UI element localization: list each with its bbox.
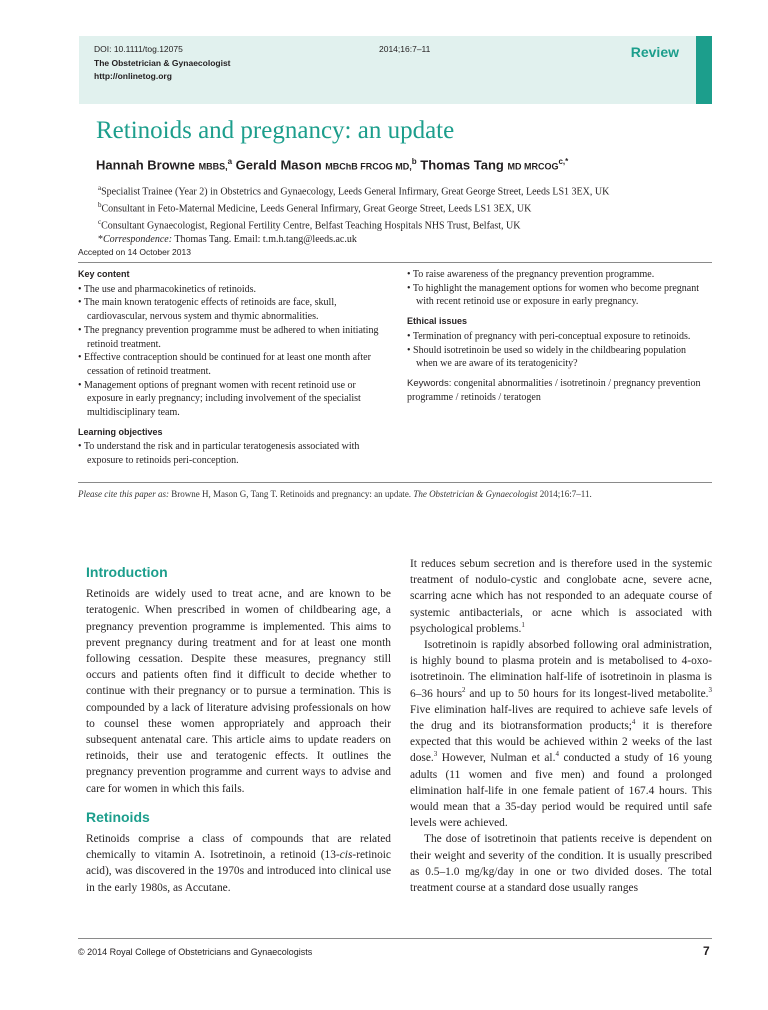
issue-text: 2014;16:7–11	[379, 44, 431, 54]
journal-name: The Obstetrician & Gynaecologist	[94, 58, 231, 68]
article-title: Retinoids and pregnancy: an update	[96, 117, 455, 144]
section-label: Review	[630, 44, 679, 60]
citation-journal: The Obstetrician & Gynaecologist	[413, 489, 538, 499]
ethical-issues-heading: Ethical issues	[407, 316, 468, 327]
keywords-label: Keywords:	[407, 377, 452, 389]
affiliations	[98, 182, 609, 247]
author-degree: MBChB FRCOG MD,	[325, 161, 412, 172]
list-item: • To highlight the management options for women who become pregnant with recent retinoid use or exposure in early pregnancy.	[407, 282, 699, 308]
affiliation-mark: a	[98, 184, 102, 192]
author-affiliation-mark: b	[411, 157, 417, 166]
citation-line	[78, 489, 592, 499]
affiliation-line	[98, 199, 609, 216]
divider	[78, 262, 712, 263]
copyright-notice: © 2014 Royal College of Obstetricians and Gynaecologists	[78, 947, 313, 957]
author-degree: MBBS,	[198, 161, 228, 172]
reference-mark[interactable]: 3	[433, 750, 438, 759]
footer-divider	[78, 938, 712, 939]
divider	[78, 482, 712, 483]
citation-suffix: 2014;16:7–11.	[537, 489, 592, 499]
author-affiliation-mark: a	[227, 157, 233, 166]
list-item: • Should isotretinoin be used so widely in the childbearing population when we are aware of its teratogenicity?	[407, 344, 687, 370]
page-number: 7	[703, 944, 710, 958]
body-column-right	[410, 556, 712, 896]
correspondence-email[interactable]: Thomas Tang. Email: t.m.h.tang@leeds.ac.uk	[172, 234, 357, 246]
author-name: Gerald Mason	[235, 157, 322, 173]
affiliation-text: Consultant Gynaecologist, Regional Fertility Centre, Belfast Teaching Hospitals NHS Trust, Belfast, UK	[101, 220, 521, 232]
list-item: • The main known teratogenic effects of retinoids are face, skull, cardiovascular, nervous system and thymic abnormalities.	[78, 297, 337, 323]
section-heading-retinoids: Retinoids	[86, 808, 150, 825]
affiliation-mark: *	[98, 234, 103, 246]
keywords	[407, 377, 707, 404]
paragraph: The dose of isotretinoin that patients receive is dependent on their weight and severity of the condition. It is usually prescribed as 0.5–1.0 mg/kg/day in one or two divided doses. The total treatment course at a standard dose usually ranges	[410, 833, 712, 895]
learning-objectives-heading: Learning objectives	[78, 426, 163, 437]
author-list	[96, 157, 568, 172]
affiliation-line	[98, 216, 609, 233]
list-item: • Effective contraception should be continued for at least one month after cessation of retinoid treatment.	[78, 352, 371, 377]
list-item: • To understand the risk and in particular teratogenesis associated with exposure to retinoids peri-conception.	[78, 441, 360, 467]
reference-mark[interactable]: 4	[555, 750, 559, 759]
section-heading-introduction: Introduction	[86, 564, 168, 580]
list-item: • Management options of pregnant women with recent retinoid use or exposure in early pregnancy; including involvement of the specialist multidisciplinary team.	[78, 379, 361, 419]
list-item: • Termination of pregnancy with peri-conceptual exposure to retinoids.	[407, 330, 691, 342]
reference-mark[interactable]: 4	[631, 718, 636, 727]
body-column-left	[86, 564, 391, 896]
reference-mark[interactable]: 2	[462, 685, 466, 694]
key-content-column-left	[78, 268, 388, 468]
list-item: • The pregnancy prevention programme must be adhered to when initiating retinoid treatment.	[78, 324, 379, 350]
list-item: • The use and pharmacokinetics of retinoids.	[78, 283, 256, 295]
paragraph: Isotretinoin is rapidly absorbed following oral administration, is highly bound to plasma protein and is metabolised to 4-oxo-isotretinoin. The elimination half-life of isotretinoin in plasma is 6–36 hours$^2$ and up to 50 hours for its longest-lived metabolite.$^3$ Five elimination half-lives are required to achieve safe levels of the drug and its biotransformation products;$^4$ it is therefore expected that this would be achieved within 2 weeks of the last dose.$^3$ However, Nulman et al.$^4$ conducted a study of 16 young adults (11 women and five men) and found a prolonged elimination half-life in one female patient of 167.4 hours. This would mean that a 35-day period would be required until safe levels were achieved.	[410, 639, 712, 830]
author-name: Thomas Tang	[420, 157, 504, 173]
keywords-text: congenital abnormalities / isotretinoin / pregnancy prevention programme / retinoids / teratogen	[407, 377, 701, 403]
citation-text: Browne H, Mason G, Tang T. Retinoids and pregnancy: an update.	[168, 489, 414, 499]
correspondence-label: Correspondence:	[103, 234, 173, 246]
affiliation-line	[98, 182, 609, 199]
key-content-heading: Key content	[78, 269, 130, 279]
author-degree: MD MRCOG	[507, 161, 559, 172]
affiliation-text: Consultant in Feto-Maternal Medicine, Leeds General Infirmary, Great George Street, Leeds LS1 3EX, UK	[101, 203, 532, 215]
correspondence-line	[98, 233, 609, 247]
paragraph: Retinoids are widely used to treat acne, and are known to be teratogenic. When prescribed in women of childbearing age, a pregnancy prevention programme is implemented. This aims to prevent pregnancy during treatment and for at least one month following cessation. Despite these measures, pregnancy still occurs and patients often find it difficult to decide whether to continue with their pregnancy or to pursue a termination. This is compounded by a lack of literature advising professionals on how to counsel these women appropriately and approach their subsequent antenatal care. This article aims to update readers on retinoids, their use and teratogenic effects. It outlines the pregnancy prevention programme and current ways to advise and care for women in which this fails.	[86, 588, 391, 795]
journal-header-band	[79, 36, 712, 104]
paragraph: Retinoids comprise a class of compounds that are related chemically to vitamin A. Isotretinoin, a retinoid (13-cis-retinoic acid), was discovered in the 1970s and introduced into clinical use in the early 1980s, as Accutane.	[86, 833, 391, 894]
list-item: • To raise awareness of the pregnancy prevention programme.	[407, 269, 655, 280]
reference-mark[interactable]: 1	[521, 621, 525, 630]
paragraph: It reduces sebum secretion and is therefore used in the systemic treatment of nodulo-cystic and conglobate acne, severe acne, scarring acne which has not responded to an adequate course of systemic antibacterials, or acne which is associated with psychological problems.$^1$	[410, 558, 712, 635]
author-affiliation-mark: c,*	[558, 157, 569, 166]
author-name: Hannah Browne	[96, 157, 195, 173]
accepted-date: Accepted on 14 October 2013	[78, 247, 191, 257]
citation-prefix: Please cite this paper as:	[78, 489, 169, 499]
affiliation-text: Specialist Trainee (Year 2) in Obstetrics and Gynaecology, Leeds General Infirmary, Great George Street, Leeds LS1 3EX, UK	[101, 186, 610, 198]
doi-text[interactable]: DOI: 10.1111/tog.12075	[94, 44, 183, 54]
reference-mark[interactable]: 3	[708, 685, 712, 694]
key-content-column-right	[407, 268, 707, 404]
journal-url-link[interactable]: http://onlinetog.org	[94, 71, 172, 81]
affiliation-mark: c	[98, 218, 102, 227]
affiliation-mark: b	[98, 201, 102, 210]
